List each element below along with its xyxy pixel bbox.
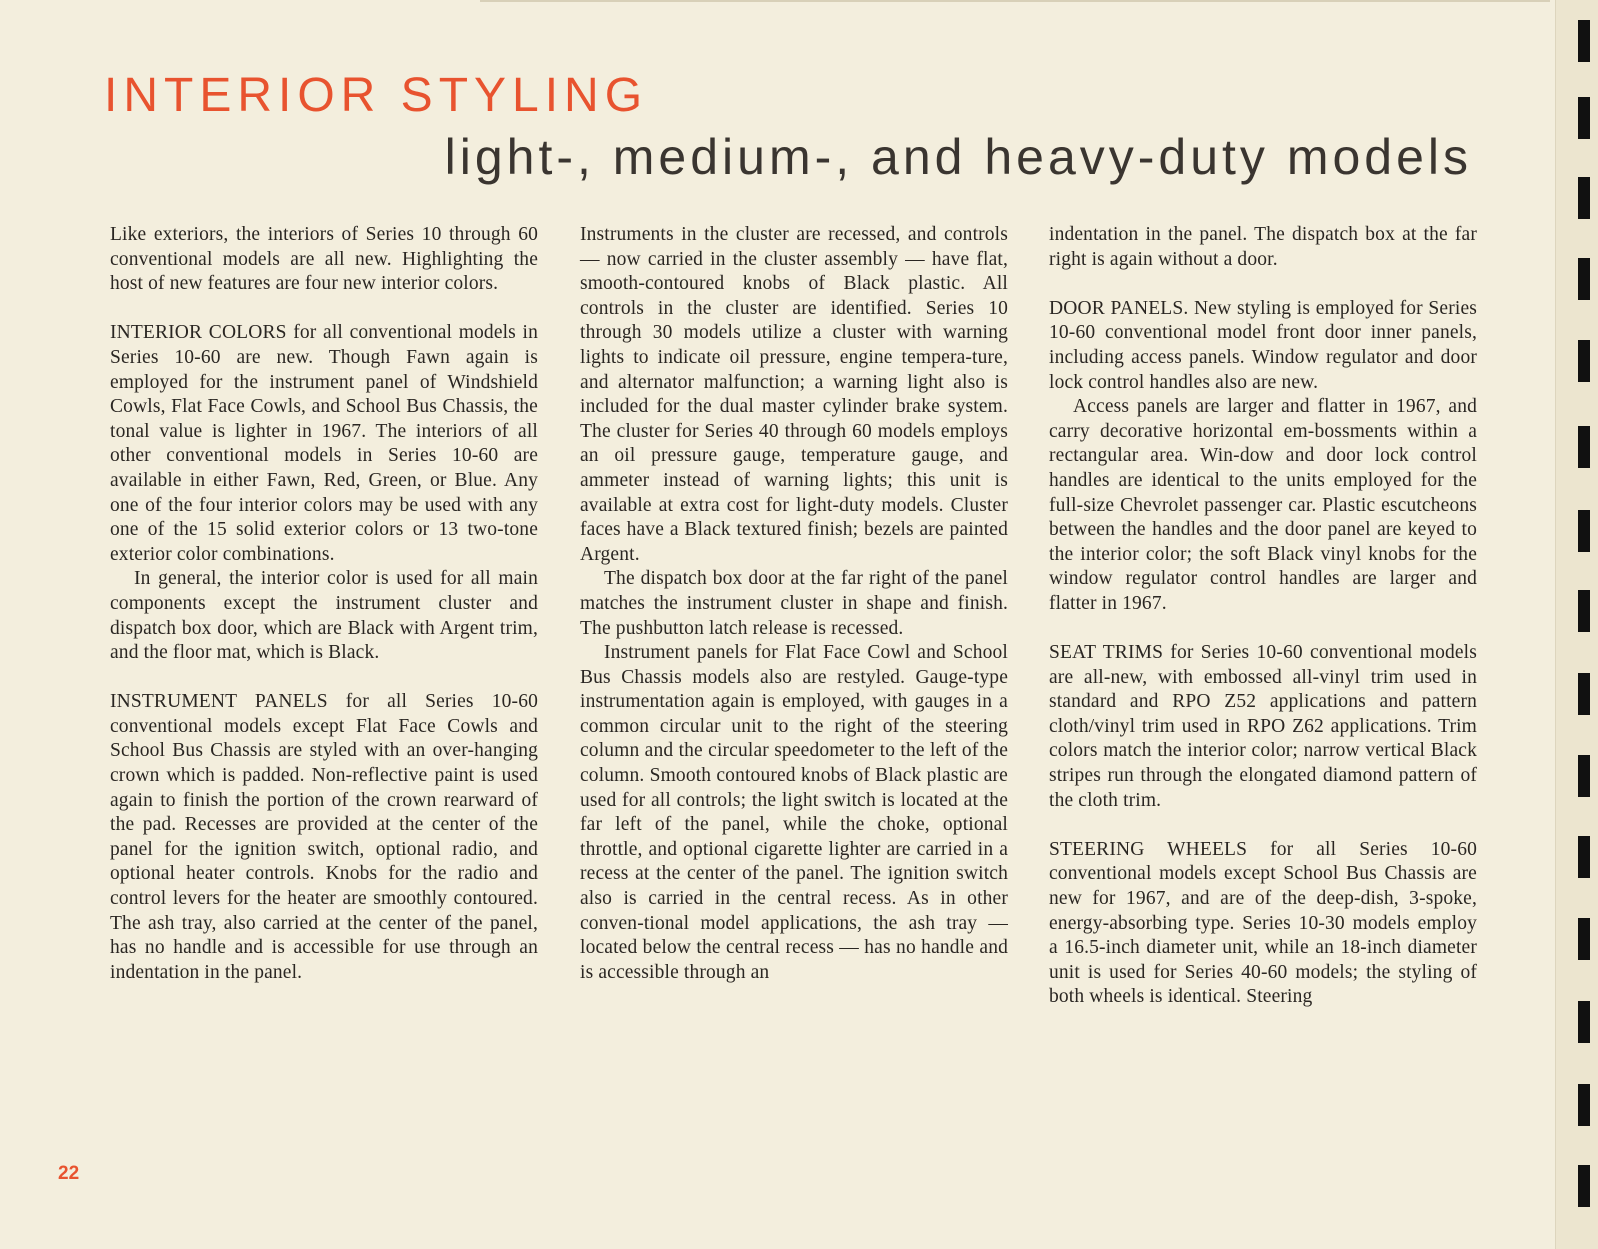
page-title: INTERIOR STYLING	[104, 69, 649, 122]
binding-edge	[1555, 0, 1598, 1249]
paragraph: Instrument panels for Flat Face Cowl and School Bus Chassis models also are restyled. Gauge-type instrumentation again is employed, with gauges in a common circular unit to the right of the steering column and the circular speedometer to the left of the column. Smooth contoured knobs of Black plastic are used for all controls; the light switch is located at the far left of the panel, while the choke, optional throttle, and optional cigarette lighter are carried in a recess at the center of the panel. The ignition switch also is carried in the central recess. As in other conven-tional model applications, the ash tray — located below the central recess — has no handle and is accessible through an	[580, 642, 1008, 983]
binding-hole	[1578, 836, 1590, 878]
paragraph: In general, the interior color is used for all main components except the instrument cluster and dispatch box door, which are Black with Argent trim, and the floor mat, which is Black.	[110, 568, 538, 664]
binding-hole	[1578, 673, 1590, 715]
binding-hole	[1578, 1001, 1590, 1043]
page-top-edge	[480, 0, 1550, 2]
text-column-2	[580, 223, 1008, 985]
text-column-1	[110, 223, 538, 985]
paragraph: indentation in the panel. The dispatch box at the far right is again without a door.	[1049, 224, 1477, 270]
paragraph: Access panels are larger and flatter in 1967, and carry decorative horizontal em-bossments within a rectangular area. Win-dow and door lock control handles are identical to the units employed for the full-size Chevrolet passenger car. Plastic escutcheons between the handles and the door panel are keyed to the interior color; the soft Black vinyl knobs for the window regulator control handles are larger and flatter in 1967.	[1049, 396, 1477, 614]
paragraph: INTERIOR COLORS for all conventional models in Series 10-60 are new. Though Fawn again is employed for the instrument panel of Windshield Cowls, Flat Face Cowls, and School Bus Chassis, the tonal value is lighter in 1967. The interiors of all other conventional models in Series 10-60 are available in either Fawn, Red, Green, or Blue. Any one of the four interior colors may be used with any one of the 15 solid exterior colors or 13 two-tone exterior color combinations.	[110, 322, 538, 565]
binding-hole	[1578, 918, 1590, 960]
binding-hole	[1578, 590, 1590, 632]
binding-hole	[1578, 755, 1590, 797]
binding-hole	[1578, 177, 1590, 219]
paragraph: DOOR PANELS. New styling is employed for Series 10-60 conventional model front door inner panels, including access panels. Window regulator and door lock control handles also are new.	[1049, 297, 1477, 393]
paragraph: INSTRUMENT PANELS for all Series 10-60 conventional models except Flat Face Cowls and School Bus Chassis are styled with an over-hanging crown which is padded. Non-reflective paint is used again to finish the portion of the crown rearward of the pad. Recesses are provided at the center of the panel for the ignition switch, optional radio, and optional heater controls. Knobs for the radio and control levers for the heater are smoothly contoured. The ash tray, also carried at the center of the panel, has no handle and is accessible for use through an indentation in the panel.	[110, 691, 538, 983]
binding-hole	[1578, 258, 1590, 300]
binding-hole	[1578, 426, 1590, 468]
paragraph: SEAT TRIMS for Series 10-60 conventional models are all-new, with embossed all-vinyl trim used in standard and RPO Z52 applications and pattern cloth/vinyl trim used in RPO Z62 applications. Trim colors match the interior color; narrow vertical Black stripes run through the elongated diamond pattern of the cloth trim.	[1049, 642, 1477, 811]
binding-hole	[1578, 20, 1590, 62]
binding-hole	[1578, 1084, 1590, 1126]
binding-hole	[1578, 97, 1590, 139]
binding-hole	[1578, 510, 1590, 552]
page-number: 22	[58, 1163, 80, 1184]
paragraph: Like exteriors, the interiors of Series 10 through 60 conventional models are all new. Highlighting the host of new features are four new interior colors.	[110, 224, 538, 295]
binding-hole	[1578, 340, 1590, 382]
binding-hole	[1578, 1165, 1590, 1207]
page-subtitle: light-, medium-, and heavy-duty models	[444, 129, 1472, 185]
paragraph: STEERING WHEELS for all Series 10-60 conventional models except School Bus Chassis are new for 1967, and are of the deep-dish, 3-spoke, energy-absorbing type. Series 10-30 models employ a 16.5-inch diameter unit, while an 18-inch diameter unit is used for Series 40-60 models; the styling of both wheels is identical. Steering	[1049, 838, 1477, 1008]
paragraph: The dispatch box door at the far right of the panel matches the instrument cluster in shape and finish. The pushbutton latch release is recessed.	[580, 568, 1008, 639]
paragraph: Instruments in the cluster are recessed, and controls — now carried in the cluster assembly — have flat, smooth-contoured knobs of Black plastic. All controls in the cluster are identified. Series 10 through 30 models utilize a cluster with warning lights to indicate oil pressure, engine tempera-ture, and alternator malfunction; a warning light also is included for the dual master cylinder brake system. The cluster for Series 40 through 60 models employs an oil pressure gauge, temperature gauge, and ammeter instead of warning lights; this unit is available at extra cost for light-duty models. Cluster faces have a Black textured finish; bezels are painted Argent.	[580, 224, 1008, 565]
text-column-3	[1049, 223, 1477, 1010]
